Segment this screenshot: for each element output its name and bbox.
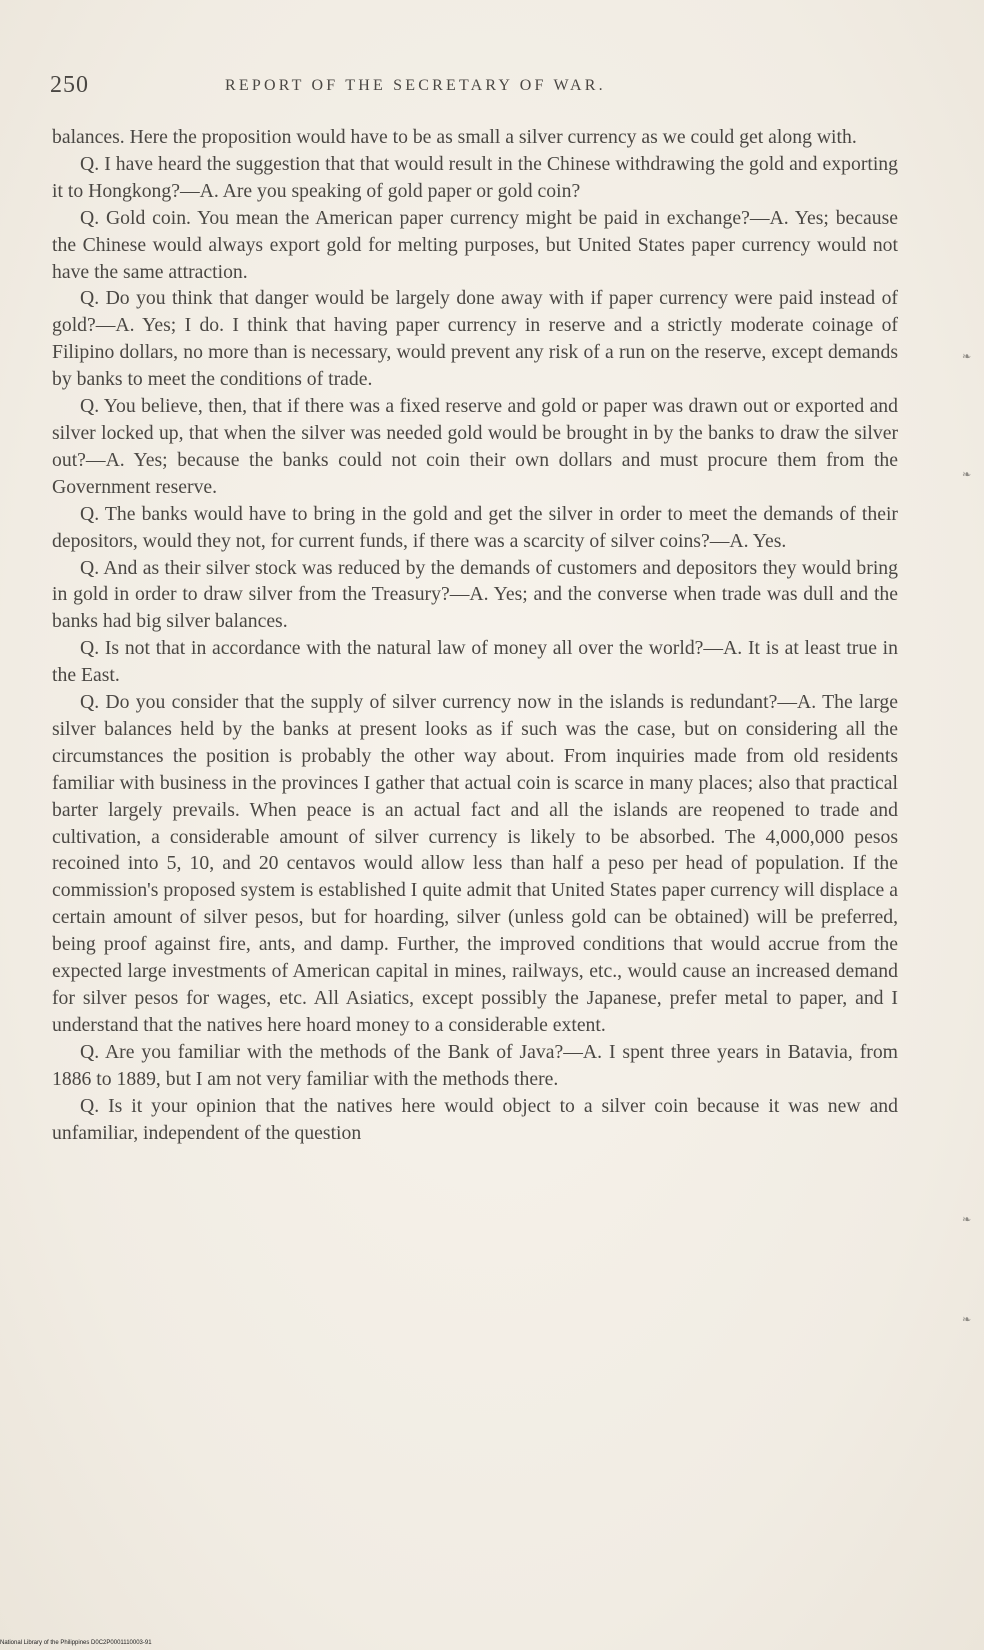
paragraph-8: Q. Is not that in accordance with the natural law of money all over the world?—A. It is at least true in the East.: [52, 637, 898, 687]
paragraph-3: Q. Gold coin. You mean the American paper currency might be paid in exchange?—A. Yes; because the Chinese would always export gold for melting purposes, but United States paper currency would not have the same attraction.: [52, 206, 898, 283]
paragraph-10: Q. Are you familiar with the methods of the Bank of Java?—A. I spent three years in Batavia, from 1886 to 1889, but I am not very familiar with the methods there.: [52, 1040, 898, 1090]
scan-footer: National Library of the Philippines D0C2P0001110003-91: [0, 1640, 152, 1646]
paragraph-9: Q. Do you consider that the supply of silver currency now in the islands is redundant?—A. The large silver balances held by the banks at present looks as if such was the case, but on considering all the circumstances the position is probably the other way about. From inquiries made from old residents familiar with business in the provinces I gather that actual coin is scarce in many places; also that practical barter largely prevails. When peace is an actual fact and all the islands are reopened to trade and cultivation, a considerable amount of silver currency is likely to be absorbed. The 4,000,000 pesos recoined into 5, 10, and 20 centavos would allow less than half a peso per head of population. If the commission's proposed system is established I quite admit that United States paper currency will displace a certain amount of silver pesos, but for hoarding, silver (unless gold can be obtained) will be preferred, being proof against fire, ants, and damp. Further, the improved conditions that would accrue from the expected large investments of American capital in mines, railways, etc., would cause an increased demand for silver pesos for wages, etc. All Asiatics, except possibly the Japanese, prefer metal to paper, and I understand that the natives here hoard money to a considerable extent.: [52, 691, 898, 1036]
paragraph-6: Q. The banks would have to bring in the gold and get the silver in order to meet the demands of their depositors, would they not, for current funds, if there was a scarcity of silver coins?—A. Yes.: [52, 502, 898, 552]
paragraph-2: Q. I have heard the suggestion that that would result in the Chinese withdrawing the gold and exporting it to Hongkong?—A. Are you speaking of gold paper or gold coin?: [52, 152, 898, 202]
page-header: [50, 72, 900, 102]
scan-speck: ❧: [962, 469, 972, 481]
scan-speck: ❧: [962, 1214, 972, 1226]
paragraph-4: Q. Do you think that danger would be largely done away with if paper currency were paid instead of gold?—A. Yes; I do. I think that having paper currency in reserve and a strictly moderate coinage of Filipino dollars, no more than is necessary, would prevent any risk of a run on the reserve, except demands by banks to meet the conditions of trade.: [52, 287, 898, 391]
running-head: REPORT OF THE SECRETARY OF WAR.: [225, 77, 606, 94]
scan-speck: ❧: [962, 1314, 972, 1326]
paragraph-5: Q. You believe, then, that if there was a fixed reserve and gold or paper was drawn out or exported and silver locked up, that when the silver was needed gold would be brought in by the banks to draw the silver out?—A. Yes; because the banks could not coin their own dollars and must procure them from the Government reserve.: [52, 395, 898, 498]
paragraph-11: Q. Is it your opinion that the natives here would object to a silver coin because it was new and unfamiliar, independent of the question: [52, 1094, 898, 1144]
body-text: [52, 124, 898, 1146]
page-number: 250: [50, 72, 89, 98]
scan-speck: ❧: [962, 351, 972, 363]
paragraph-1: balances. Here the proposition would have to be as small a silver currency as we could get along with.: [52, 126, 857, 148]
paragraph-7: Q. And as their silver stock was reduced by the demands of customers and depositors they would bring in gold in order to draw silver from the Treasury?—A. Yes; and the converse when trade was dull and the banks had big silver balances.: [52, 556, 898, 633]
